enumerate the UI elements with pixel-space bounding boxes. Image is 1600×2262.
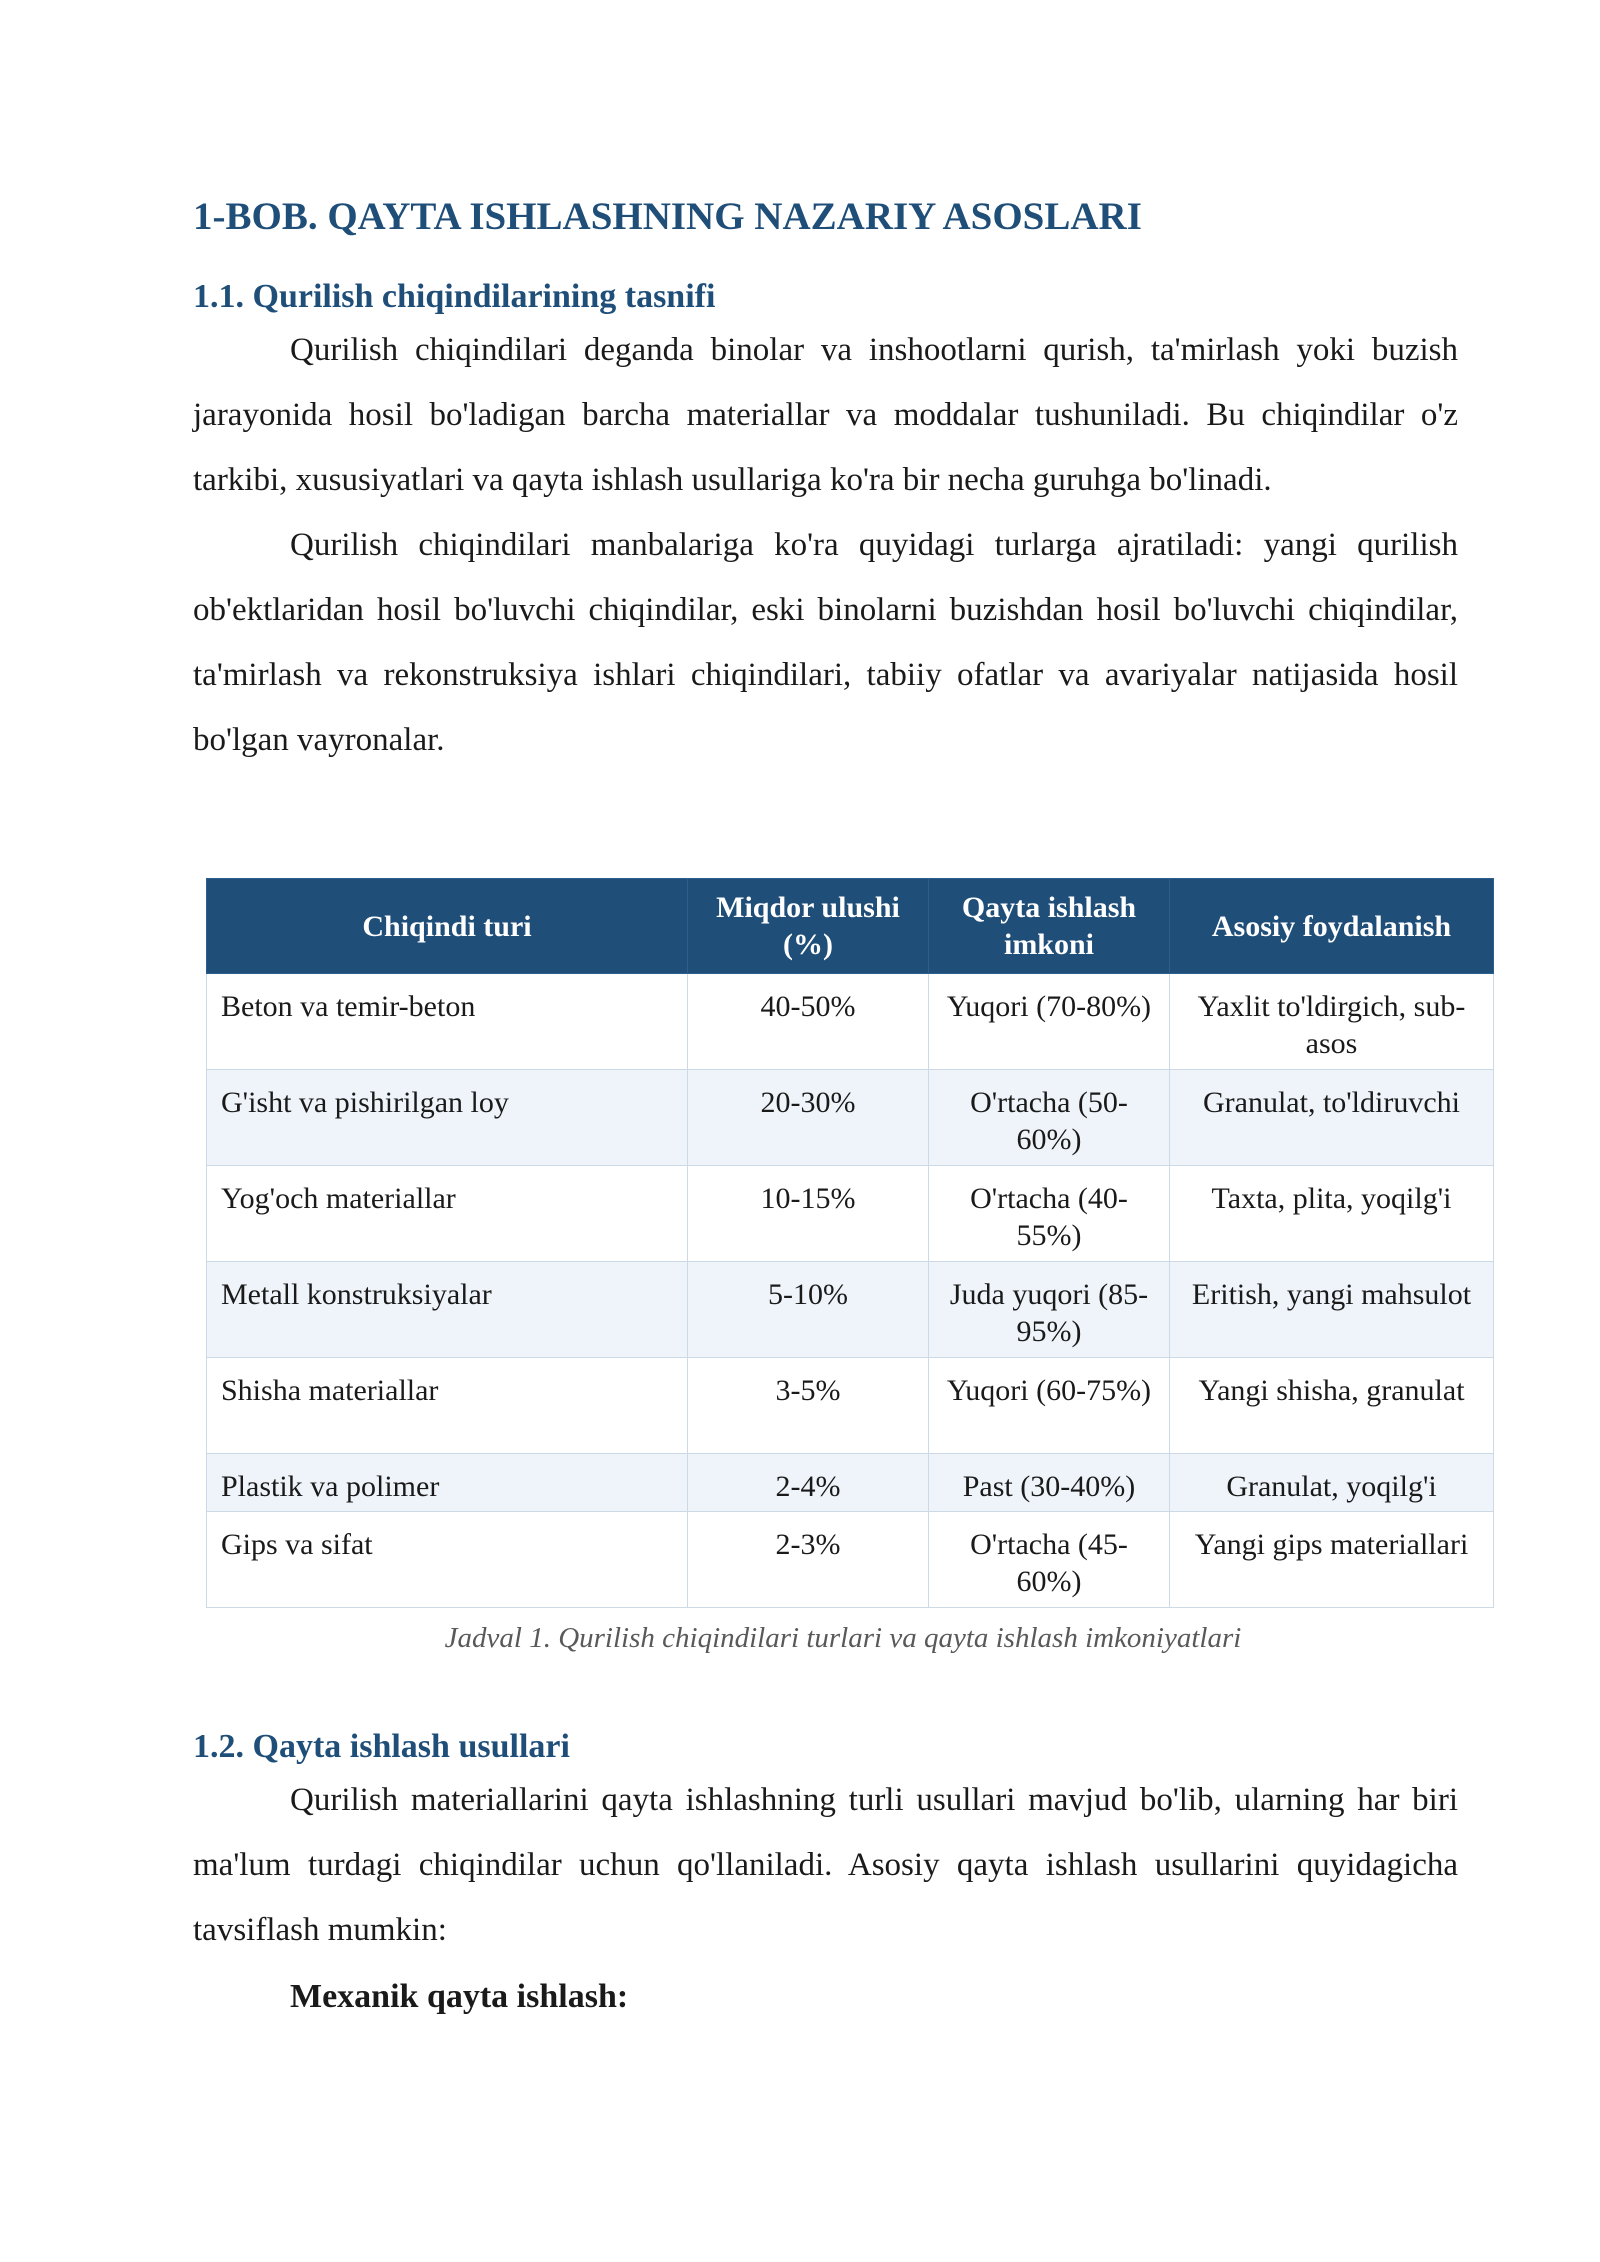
table-cell: Yangi shisha, granulat — [1170, 1358, 1494, 1454]
table-cell: Eritish, yangi mahsulot — [1170, 1262, 1494, 1358]
table-cell: Granulat, yoqilg'i — [1170, 1454, 1494, 1512]
table-cell: 10-15% — [688, 1166, 929, 1262]
column-header: Qayta ishlash imkoni — [929, 879, 1170, 974]
table-cell: Yaxlit to'ldirgich, sub-asos — [1170, 974, 1494, 1070]
table-cell: O'rtacha (45-60%) — [929, 1512, 1170, 1608]
waste-types-table-block — [206, 878, 1493, 1655]
table-cell: O'rtacha (40-55%) — [929, 1166, 1170, 1262]
column-header: Chiqindi turi — [207, 879, 688, 974]
table-row — [207, 974, 1494, 1070]
table-row — [207, 1166, 1494, 1262]
waste-types-table — [206, 878, 1494, 1608]
table-cell: O'rtacha (50-60%) — [929, 1070, 1170, 1166]
table-cell: 2-4% — [688, 1454, 929, 1512]
table-caption: Jadval 1. Qurilish chiqindilari turlari va qayta ishlash imkoniyatlari — [444, 1622, 1242, 1654]
table-cell: 20-30% — [688, 1070, 929, 1166]
chapter-title: 1-BOB. QAYTA ISHLASHNING NAZARIY ASOSLARI — [193, 195, 1142, 238]
table-cell: Shisha materiallar — [207, 1358, 688, 1454]
table-row — [207, 1454, 1494, 1512]
table-row — [207, 1070, 1494, 1166]
table-cell: Juda yuqori (85-95%) — [929, 1262, 1170, 1358]
table-cell: 40-50% — [688, 974, 929, 1070]
table-cell: Metall konstruksiyalar — [207, 1262, 688, 1358]
table-cell: Yuqori (70-80%) — [929, 974, 1170, 1070]
table-cell: Gips va sifat — [207, 1512, 688, 1608]
section-2-paragraph-1: Qurilish materiallarini qayta ishlashning turli usullari mavjud bo'lib, ularning har biri ma'lum turdagi chiqindilar uchun qo'llaniladi. Asosiy qayta ishlash usullarini quyidagicha tavsiflash mumkin: — [193, 1782, 1458, 1948]
table-cell: Yangi gips materiallari — [1170, 1512, 1494, 1608]
section-2 — [193, 1726, 1458, 1963]
section-1-paragraph-2: Qurilish chiqindilari manbalariga ko'ra quyidagi turlarga ajratiladi: yangi qurilish ob'ektlaridan hosil bo'luvchi chiqindilar, eski binolarni buzishdan hosil bo'luvchi chiqindilar, ta'mirlash va rekonstruksiya ishlari chiqindilari, tabiiy ofatlar va avariyalar natijasida hosil bo'lgan vayronalar. — [193, 527, 1458, 758]
table-cell: G'isht va pishirilgan loy — [207, 1070, 688, 1166]
table-header-row — [207, 879, 1494, 974]
column-header: Miqdor ulushi (%) — [688, 879, 929, 974]
table-cell: Granulat, to'ldiruvchi — [1170, 1070, 1494, 1166]
table-row — [207, 1262, 1494, 1358]
table-cell: Yog'och materiallar — [207, 1166, 688, 1262]
table-cell: Beton va temir-beton — [207, 974, 688, 1070]
table-cell: Past (30-40%) — [929, 1454, 1170, 1512]
section-1 — [193, 276, 1458, 773]
section-1-paragraph-1: Qurilish chiqindilari deganda binolar va inshootlarni qurish, ta'mirlash yoki buzish jarayonida hosil bo'ladigan barcha materiallar va moddalar tushuniladi. Bu chiqindilar o'z tarkibi, xususiyatlari va qayta ishlash usullariga ko'ra bir necha guruhga bo'linadi. — [193, 332, 1458, 498]
table-cell: 5-10% — [688, 1262, 929, 1358]
table-cell: Plastik va polimer — [207, 1454, 688, 1512]
column-header: Asosiy foydalanish — [1170, 879, 1494, 974]
table-row — [207, 1512, 1494, 1608]
section-2-title: 1.2. Qayta ishlash usullari — [193, 1728, 570, 1765]
mechanical-processing-heading: Mexanik qayta ishlash: — [290, 1978, 629, 2015]
table-cell: Yuqori (60-75%) — [929, 1358, 1170, 1454]
table-cell: 3-5% — [688, 1358, 929, 1454]
table-cell: Taxta, plita, yoqilg'i — [1170, 1166, 1494, 1262]
section-1-title: 1.1. Qurilish chiqindilarining tasnifi — [193, 278, 716, 315]
table-cell: 2-3% — [688, 1512, 929, 1608]
table-row — [207, 1358, 1494, 1454]
